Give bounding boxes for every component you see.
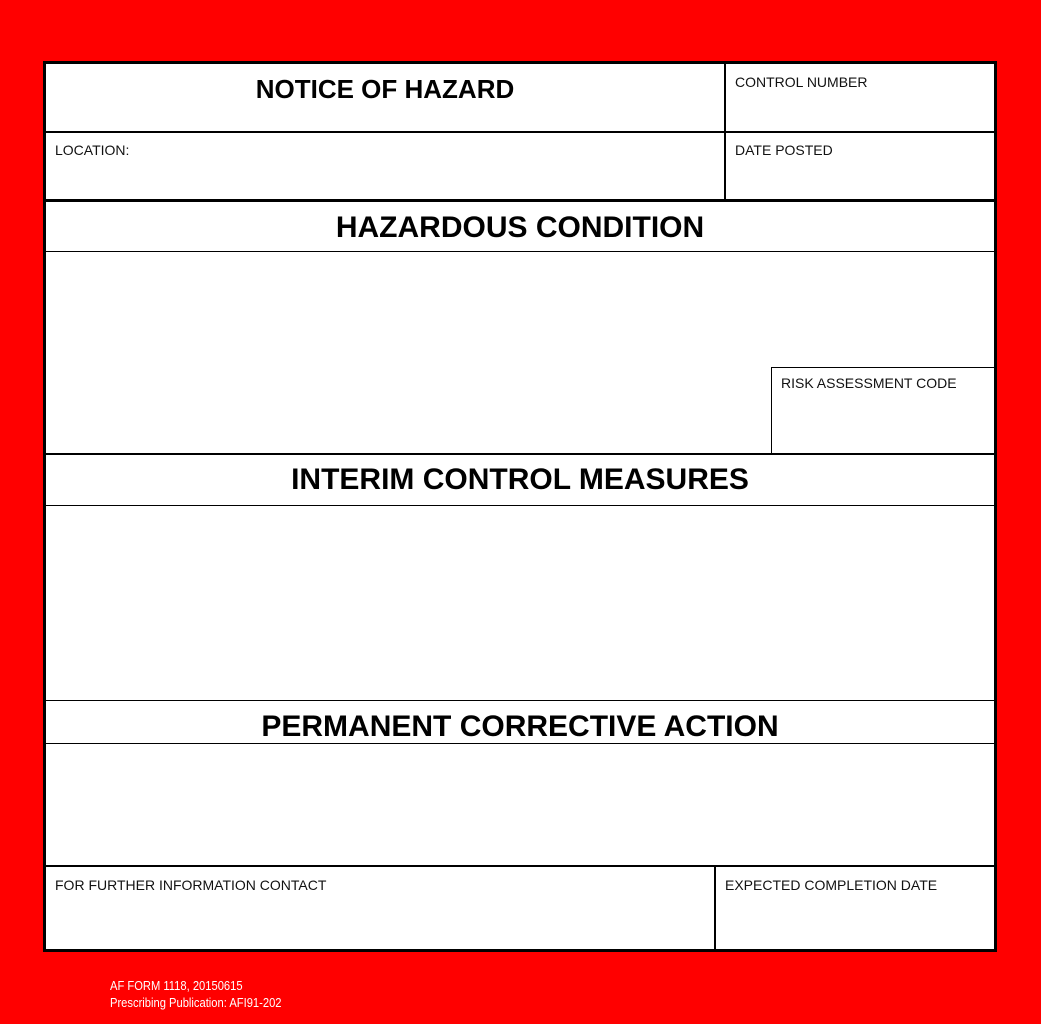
expected-completion-date-input[interactable] — [720, 900, 988, 940]
form-id: AF FORM 1118, 20150615 — [110, 978, 243, 993]
prescribing-publication: Prescribing Publication: AFI91-202 — [110, 995, 282, 1010]
form-footer — [110, 977, 282, 1011]
interim-control-measures-input[interactable] — [52, 510, 988, 696]
hazardous-condition-heading: HAZARDOUS CONDITION — [335, 211, 705, 244]
permanent-corrective-action-heading: PERMANENT CORRECTIVE ACTION — [261, 710, 779, 743]
expected-completion-date-label: EXPECTED COMPLETION DATE — [725, 877, 938, 893]
date-posted-label: DATE POSTED — [735, 142, 833, 158]
hazardous-condition-input[interactable] — [52, 256, 762, 452]
date-posted-input[interactable] — [730, 164, 990, 194]
notice-of-hazard-form — [43, 61, 997, 952]
permanent-corrective-action-input[interactable] — [52, 748, 988, 862]
contact-label: FOR FURTHER INFORMATION CONTACT — [55, 877, 327, 893]
interim-control-measures-heading: INTERIM CONTROL MEASURES — [291, 463, 749, 496]
risk-assessment-code-label: RISK ASSESSMENT CODE — [781, 375, 957, 391]
risk-assessment-code-input[interactable] — [777, 398, 987, 446]
contact-input[interactable] — [52, 900, 706, 940]
form-title: NOTICE OF HAZARD — [255, 74, 515, 104]
control-number-label: CONTROL NUMBER — [735, 74, 868, 90]
control-number-input[interactable] — [730, 96, 990, 126]
location-input[interactable] — [52, 164, 716, 194]
location-label: LOCATION: — [55, 142, 130, 158]
